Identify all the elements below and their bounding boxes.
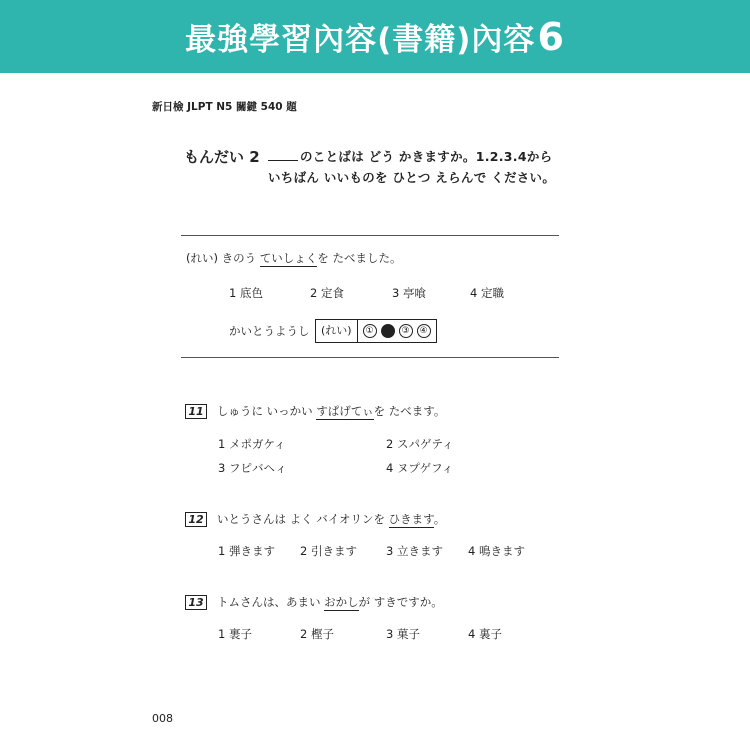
question-12-choice-4: 4 鳴きます [468, 544, 525, 558]
example-sentence-suffix: を たべました。 [317, 251, 402, 265]
mondai-label: もんだい 2 [184, 148, 260, 166]
example-choice-1: 1 底色 [229, 286, 263, 300]
question-13-choice-3: 3 菓子 [386, 627, 420, 641]
question-12-underlined: ひきます [388, 512, 434, 526]
answer-mark-4: ④ [417, 324, 431, 338]
question-11-choice-3: 3 フピバヘィ [218, 461, 287, 475]
question-11-choice-1: 1 メポガケィ [218, 437, 286, 451]
question-12-choice-3: 3 立きます [386, 544, 443, 558]
answer-sheet-label: かいとうようし [229, 324, 310, 338]
answer-mark-2-filled [381, 324, 395, 338]
instruction-text: のことばは どう かきますか。1.2.3.4から いちばん いいものを ひとつ えらんで ください。 [268, 149, 556, 185]
question-12-choice-2: 2 引きます [300, 544, 357, 558]
example-choice-2: 2 定食 [310, 286, 344, 300]
answer-mark-3: ③ [399, 324, 413, 338]
page-number: 008 [152, 712, 173, 725]
example-bottom-rule [181, 357, 559, 358]
question-number-13: 13 [185, 595, 207, 610]
answer-marks [358, 324, 436, 338]
question-11-suffix: を たべます。 [373, 404, 446, 418]
question-12-choice-1: 1 弾きます [218, 544, 275, 558]
question-13-text [217, 594, 443, 610]
mondai-instruction [268, 146, 560, 188]
example-top-rule [181, 235, 559, 236]
answer-box-label: (れい) [316, 320, 358, 342]
question-number-12: 12 [185, 512, 207, 527]
example-sentence-prefix: (れい) きのう [186, 251, 260, 265]
banner-title [185, 14, 565, 59]
example-sentence [186, 250, 401, 266]
banner-title-text: 最強學習內容(書籍)內容 [185, 22, 536, 58]
question-13-suffix: が すきですか。 [358, 595, 443, 609]
question-11-text [217, 403, 445, 419]
banner-title-number: 6 [537, 15, 565, 59]
question-11-prefix: しゅうに いっかい [217, 404, 317, 418]
running-head: 新日檢 JLPT N5 關鍵 540 題 [152, 101, 297, 113]
question-13-choice-4: 4 裏子 [468, 627, 502, 641]
question-13-choice-1: 1 裹子 [218, 627, 252, 641]
answer-mark-1: ① [363, 324, 377, 338]
question-13-choice-2: 2 樫子 [300, 627, 334, 641]
question-number-11: 11 [185, 404, 207, 419]
question-12-suffix: 。 [433, 512, 446, 526]
header-banner [0, 0, 750, 73]
question-13-prefix: トムさんは、あまい [217, 595, 325, 609]
question-12-text [217, 511, 445, 527]
question-11-choice-2: 2 スパゲティ [386, 437, 454, 451]
answer-blank [268, 148, 298, 161]
question-12-prefix: いとうさんは よく バイオリンを [217, 512, 389, 526]
question-11-choice-4: 4 ヌプゲフィ [386, 461, 454, 475]
question-11-underlined: すぱげてぃ [316, 404, 374, 418]
example-choice-3: 3 亭喰 [392, 286, 426, 300]
example-choice-4: 4 定職 [470, 286, 504, 300]
example-sentence-underlined: ていしょく [259, 251, 318, 265]
question-13-underlined: おかし [324, 595, 359, 609]
answer-sheet-box [315, 319, 437, 343]
